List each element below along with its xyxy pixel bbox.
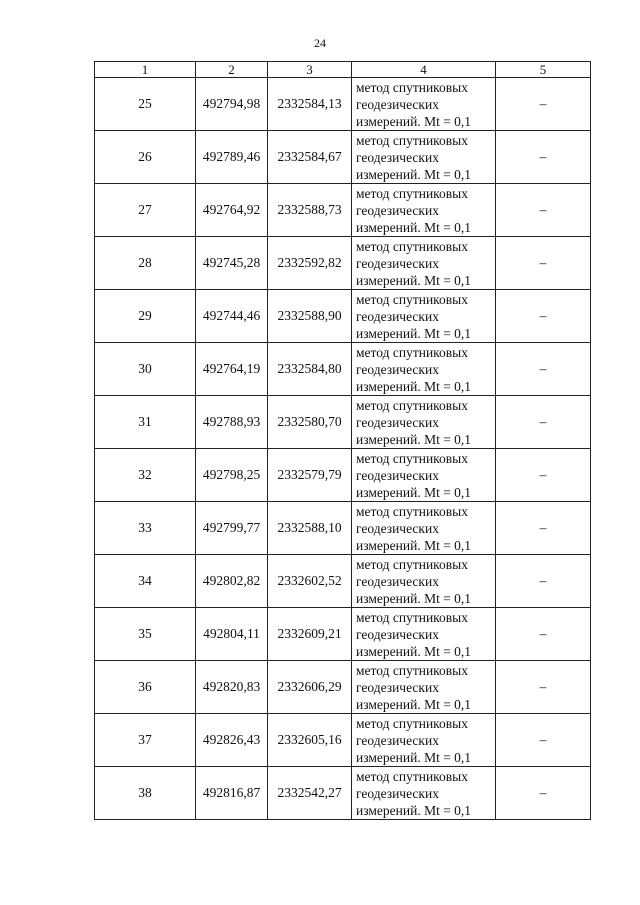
method-line: измерений. Mt = 0,1 — [356, 590, 472, 606]
table-row — [95, 237, 591, 290]
point-number-cell: 33 — [95, 502, 196, 555]
table-row — [95, 502, 591, 555]
method-line: измерений. Mt = 0,1 — [356, 325, 472, 341]
method-line: метод спутниковых — [356, 238, 468, 254]
y-coordinate-cell: 2332580,70 — [268, 396, 352, 449]
method-line: метод спутниковых — [356, 344, 468, 360]
method-cell — [352, 131, 496, 184]
x-coordinate-cell: 492764,19 — [196, 343, 268, 396]
method-line: измерений. Mt = 0,1 — [356, 696, 472, 712]
note-cell: – — [496, 290, 591, 343]
point-number-cell: 26 — [95, 131, 196, 184]
method-cell — [352, 502, 496, 555]
note-cell: – — [496, 608, 591, 661]
x-coordinate-cell: 492802,82 — [196, 555, 268, 608]
method-line: измерений. Mt = 0,1 — [356, 219, 472, 235]
method-line: геодезических — [356, 732, 439, 748]
y-coordinate-cell: 2332588,10 — [268, 502, 352, 555]
note-cell: – — [496, 661, 591, 714]
method-line: геодезических — [356, 785, 439, 801]
method-line: метод спутниковых — [356, 768, 468, 784]
table-row — [95, 396, 591, 449]
method-line: метод спутниковых — [356, 291, 468, 307]
table-row — [95, 555, 591, 608]
method-line: метод спутниковых — [356, 609, 468, 625]
point-number-cell: 34 — [95, 555, 196, 608]
table-row — [95, 131, 591, 184]
coordinates-table — [94, 61, 591, 820]
method-cell — [352, 184, 496, 237]
note-cell: – — [496, 714, 591, 767]
table-row — [95, 343, 591, 396]
method-cell — [352, 449, 496, 502]
method-cell — [352, 608, 496, 661]
method-cell — [352, 396, 496, 449]
x-coordinate-cell: 492789,46 — [196, 131, 268, 184]
page-number: 24 — [314, 36, 326, 50]
table-row — [95, 184, 591, 237]
table-header — [95, 62, 591, 78]
y-coordinate-cell: 2332579,79 — [268, 449, 352, 502]
point-number-cell: 38 — [95, 767, 196, 820]
point-number-cell: 37 — [95, 714, 196, 767]
method-line: геодезических — [356, 573, 439, 589]
x-coordinate-cell: 492804,11 — [196, 608, 268, 661]
method-line: метод спутниковых — [356, 132, 468, 148]
note-cell: – — [496, 449, 591, 502]
y-coordinate-cell: 2332584,13 — [268, 78, 352, 131]
x-coordinate-cell: 492799,77 — [196, 502, 268, 555]
note-cell: – — [496, 78, 591, 131]
method-line: метод спутниковых — [356, 450, 468, 466]
x-coordinate-cell: 492798,25 — [196, 449, 268, 502]
table-row — [95, 661, 591, 714]
method-line: геодезических — [356, 255, 439, 271]
method-cell — [352, 767, 496, 820]
x-coordinate-cell: 492794,98 — [196, 78, 268, 131]
method-line: геодезических — [356, 202, 439, 218]
y-coordinate-cell: 2332584,67 — [268, 131, 352, 184]
method-line: геодезических — [356, 308, 439, 324]
note-cell: – — [496, 555, 591, 608]
point-number-cell: 35 — [95, 608, 196, 661]
method-line: геодезических — [356, 361, 439, 377]
header-row — [95, 62, 591, 78]
point-number-cell: 27 — [95, 184, 196, 237]
table-row — [95, 449, 591, 502]
table-body — [95, 78, 591, 820]
note-cell: – — [496, 767, 591, 820]
y-coordinate-cell: 2332605,16 — [268, 714, 352, 767]
method-line: измерений. Mt = 0,1 — [356, 537, 472, 553]
method-cell — [352, 290, 496, 343]
method-line: измерений. Mt = 0,1 — [356, 166, 472, 182]
x-coordinate-cell: 492744,46 — [196, 290, 268, 343]
y-coordinate-cell: 2332609,21 — [268, 608, 352, 661]
y-coordinate-cell: 2332588,90 — [268, 290, 352, 343]
point-number-cell: 32 — [95, 449, 196, 502]
note-cell: – — [496, 343, 591, 396]
method-line: метод спутниковых — [356, 715, 468, 731]
method-line: метод спутниковых — [356, 503, 468, 519]
method-line: измерений. Mt = 0,1 — [356, 272, 472, 288]
method-line: измерений. Mt = 0,1 — [356, 643, 472, 659]
method-line: геодезических — [356, 520, 439, 536]
point-number-cell: 28 — [95, 237, 196, 290]
header-col-5: 5 — [496, 62, 591, 78]
method-line: измерений. Mt = 0,1 — [356, 113, 472, 129]
x-coordinate-cell: 492820,83 — [196, 661, 268, 714]
y-coordinate-cell: 2332584,80 — [268, 343, 352, 396]
point-number-cell: 36 — [95, 661, 196, 714]
method-line: геодезических — [356, 467, 439, 483]
note-cell: – — [496, 131, 591, 184]
method-line: метод спутниковых — [356, 662, 468, 678]
method-cell — [352, 237, 496, 290]
header-col-1: 1 — [95, 62, 196, 78]
point-number-cell: 25 — [95, 78, 196, 131]
y-coordinate-cell: 2332542,27 — [268, 767, 352, 820]
x-coordinate-cell: 492826,43 — [196, 714, 268, 767]
note-cell: – — [496, 184, 591, 237]
y-coordinate-cell: 2332588,73 — [268, 184, 352, 237]
method-line: измерений. Mt = 0,1 — [356, 484, 472, 500]
method-cell — [352, 555, 496, 608]
y-coordinate-cell: 2332602,52 — [268, 555, 352, 608]
point-number-cell: 29 — [95, 290, 196, 343]
method-line: геодезических — [356, 626, 439, 642]
method-line: измерений. Mt = 0,1 — [356, 378, 472, 394]
point-number-cell: 30 — [95, 343, 196, 396]
method-line: метод спутниковых — [356, 79, 468, 95]
method-line: измерений. Mt = 0,1 — [356, 431, 472, 447]
note-cell: – — [496, 237, 591, 290]
method-line: метод спутниковых — [356, 185, 468, 201]
table-row — [95, 767, 591, 820]
point-number-cell: 31 — [95, 396, 196, 449]
method-cell — [352, 714, 496, 767]
method-line: геодезических — [356, 414, 439, 430]
method-line: метод спутниковых — [356, 556, 468, 572]
header-col-2: 2 — [196, 62, 268, 78]
header-col-4: 4 — [352, 62, 496, 78]
method-line: измерений. Mt = 0,1 — [356, 802, 472, 818]
x-coordinate-cell: 492788,93 — [196, 396, 268, 449]
x-coordinate-cell: 492764,92 — [196, 184, 268, 237]
y-coordinate-cell: 2332592,82 — [268, 237, 352, 290]
method-cell — [352, 78, 496, 131]
table-row — [95, 608, 591, 661]
note-cell: – — [496, 502, 591, 555]
y-coordinate-cell: 2332606,29 — [268, 661, 352, 714]
x-coordinate-cell: 492745,28 — [196, 237, 268, 290]
header-col-3: 3 — [268, 62, 352, 78]
method-line: измерений. Mt = 0,1 — [356, 749, 472, 765]
note-cell: – — [496, 396, 591, 449]
x-coordinate-cell: 492816,87 — [196, 767, 268, 820]
method-cell — [352, 343, 496, 396]
method-line: геодезических — [356, 96, 439, 112]
method-line: метод спутниковых — [356, 397, 468, 413]
table-row — [95, 78, 591, 131]
method-cell — [352, 661, 496, 714]
method-line: геодезических — [356, 149, 439, 165]
table-row — [95, 714, 591, 767]
table-row — [95, 290, 591, 343]
method-line: геодезических — [356, 679, 439, 695]
